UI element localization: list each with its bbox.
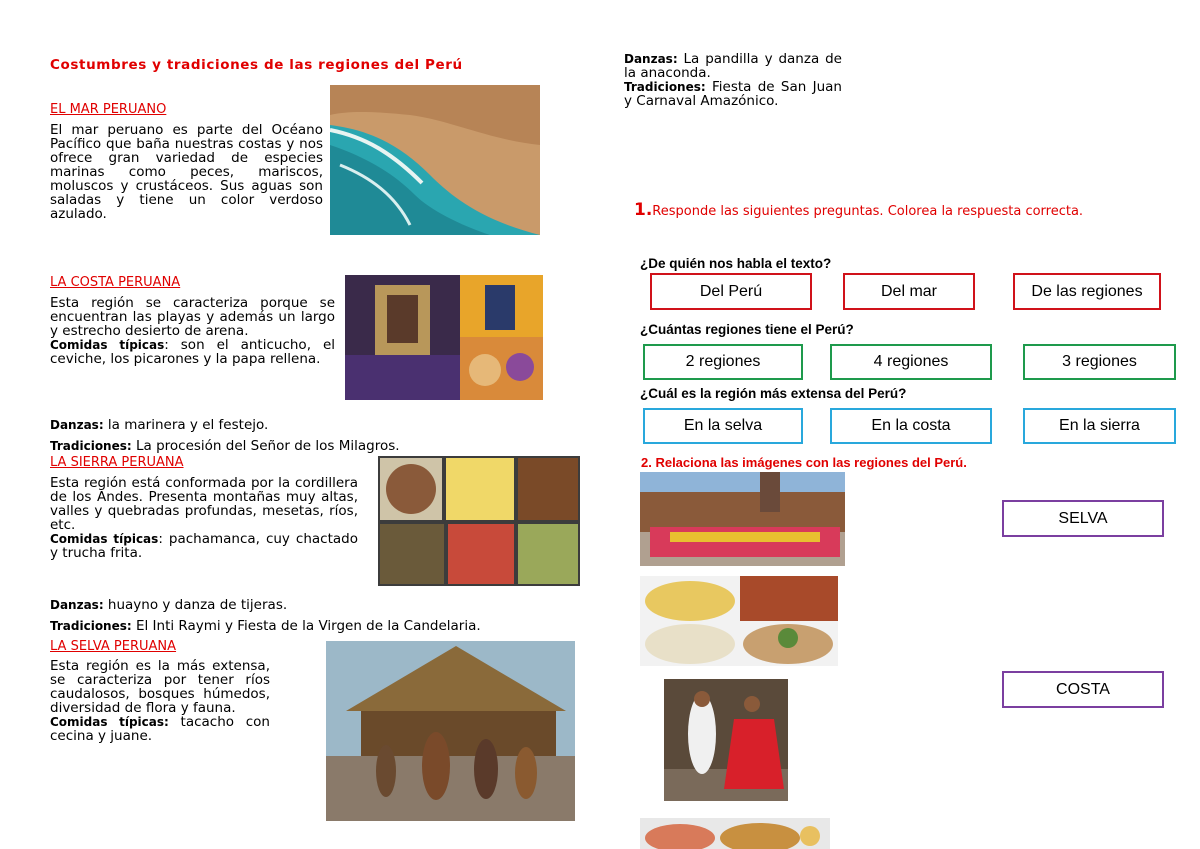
selva-tradiciones-label: Tradiciones:	[624, 80, 706, 94]
selva-tradiciones: Fiesta de San Juan y Carnaval Amazónico.	[624, 79, 842, 109]
activity1-number: 1.	[634, 200, 653, 220]
answer-3-regiones[interactable]: 3 regiones	[1023, 344, 1176, 380]
question-2: ¿Cuántas regiones tiene el Perú?	[640, 322, 854, 337]
costa-tradiciones: La procesión del Señor de los Milagros.	[131, 438, 400, 454]
section-heading-mar: EL MAR PERUANO	[50, 102, 167, 117]
costa-danzas-label: Danzas:	[50, 418, 104, 432]
selva-continued	[624, 52, 842, 108]
match-photo-marinera-dance[interactable]	[664, 679, 788, 801]
answer-2-regiones[interactable]: 2 regiones	[643, 344, 803, 380]
answer-en-la-costa[interactable]: En la costa	[830, 408, 992, 444]
label-selva[interactable]: SELVA	[1002, 500, 1164, 537]
sierra-food-photo	[378, 456, 580, 586]
answer-del-peru[interactable]: Del Perú	[650, 273, 812, 310]
match-photo-costa-food[interactable]	[640, 576, 838, 666]
costa-tradiciones-line	[50, 439, 400, 453]
sierra-danzas-label: Danzas:	[50, 598, 104, 612]
activity1-text: Responde las siguientes preguntas. Colorea la respuesta correcta.	[652, 204, 1084, 219]
section-body-sierra	[50, 476, 358, 560]
match-photo-sierra-festival[interactable]	[640, 472, 845, 566]
sierra-description: Esta región está conformada por la cordillera de los Andes. Presenta montañas muy altas, valles y quebradas profundas, mesetas, ríos, etc.	[50, 475, 358, 533]
costa-comidas-label: Comidas típicas	[50, 338, 165, 352]
label-costa[interactable]: COSTA	[1002, 671, 1164, 708]
match-photo-selva-food[interactable]	[640, 818, 830, 849]
sierra-comidas: : pachamanca, cuy chactado y trucha frita.	[50, 531, 358, 561]
section-heading-sierra: LA SIERRA PERUANA	[50, 455, 184, 470]
selva-comidas-label: Comidas típicas:	[50, 715, 169, 729]
question-3: ¿Cuál es la región más extensa del Perú?	[640, 386, 907, 401]
section-heading-costa: LA COSTA PERUANA	[50, 275, 181, 290]
selva-danzas: La pandilla y danza de la anaconda.	[624, 51, 842, 81]
activity2-instruction: 2. Relaciona las imágenes con las regiones del Perú.	[641, 455, 967, 470]
sierra-comidas-label: Comidas típicas	[50, 532, 159, 546]
section-body-mar: El mar peruano es parte del Océano Pacífico que baña nuestras costas y nos ofrece gran variedad de especies marinas como peces, mariscos, moluscos y crustáceos. Sus aguas son saladas y tiene un color verdoso azulado.	[50, 122, 323, 222]
selva-dance-photo	[326, 641, 575, 821]
costa-danzas: la marinera y el festejo.	[103, 417, 269, 433]
sierra-tradiciones-label: Tradiciones:	[50, 619, 132, 633]
answer-4-regiones[interactable]: 4 regiones	[830, 344, 992, 380]
page-title: Costumbres y tradiciones de las regiones del Perú	[50, 57, 463, 73]
answer-de-las-regiones[interactable]: De las regiones	[1013, 273, 1161, 310]
section-heading-selva: LA SELVA PERUANA	[50, 639, 177, 654]
activity1-instruction	[634, 200, 1114, 220]
sierra-danzas: huayno y danza de tijeras.	[103, 597, 288, 613]
answer-del-mar[interactable]: Del mar	[843, 273, 975, 310]
costa-collage-photo	[345, 275, 543, 400]
sierra-tradiciones: El Inti Raymi y Fiesta de la Virgen de la Candelaria.	[131, 618, 481, 634]
answer-en-la-selva[interactable]: En la selva	[643, 408, 803, 444]
selva-comidas: tacacho con cecina y juane.	[50, 714, 270, 744]
costa-comidas: : son el anticucho, el ceviche, los picarones y la papa rellena.	[50, 337, 335, 367]
answer-en-la-sierra[interactable]: En la sierra	[1023, 408, 1176, 444]
section-body-costa	[50, 296, 335, 366]
sierra-tradiciones-line	[50, 619, 481, 633]
costa-description: Esta región se caracteriza porque se encuentran las playas y además un largo y estrecho desierto de arena.	[50, 295, 335, 339]
question-1: ¿De quién nos habla el texto?	[640, 256, 832, 271]
costa-danzas-line	[50, 418, 268, 432]
selva-danzas-label: Danzas:	[624, 52, 678, 66]
costa-tradiciones-label: Tradiciones:	[50, 439, 132, 453]
sierra-danzas-line	[50, 598, 287, 612]
section-body-selva	[50, 659, 270, 743]
selva-description: Esta región es la más extensa, se caracteriza por tener ríos caudalosos, bosques húmedos, diversidad de flora y fauna.	[50, 658, 270, 716]
sea-photo	[330, 85, 540, 235]
